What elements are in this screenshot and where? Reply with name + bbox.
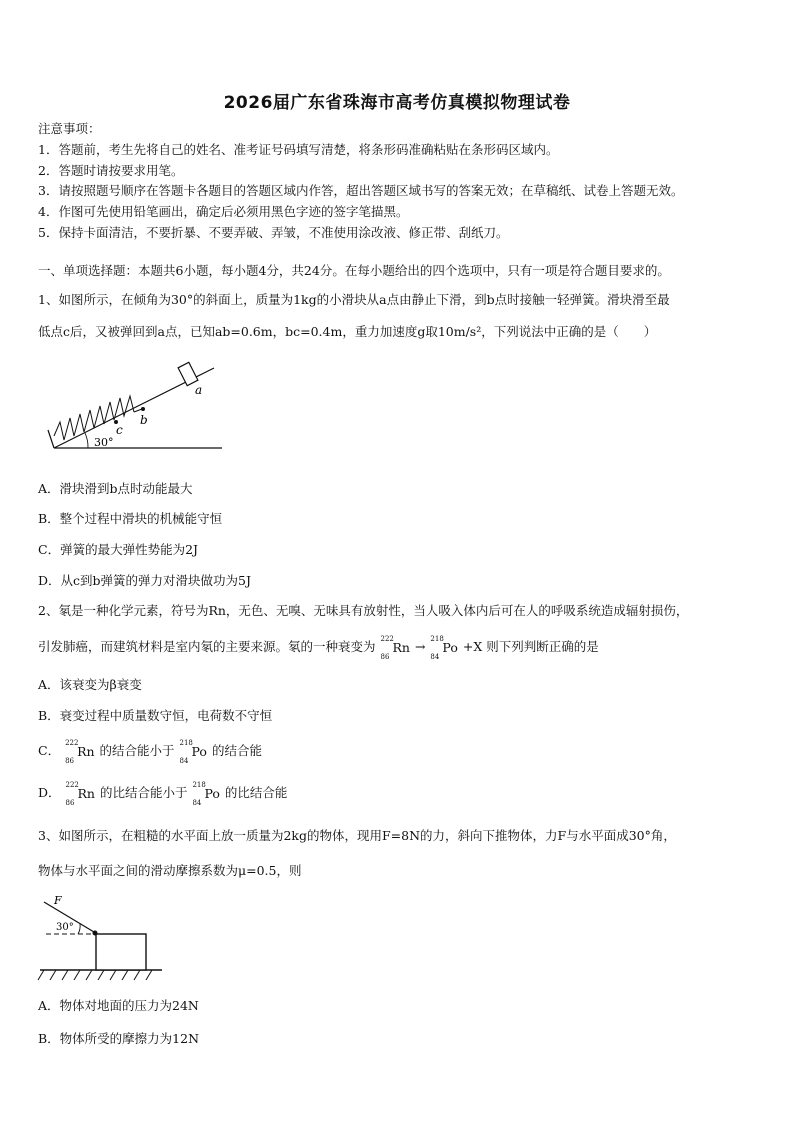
question-2-option-d: D． 222 86 Rn 的比结合能小于 218 84 Po 的比结合能 bbox=[38, 780, 288, 807]
label-c: c bbox=[116, 423, 123, 437]
label-b: b bbox=[140, 413, 148, 427]
question-1-option-c: C．弹簧的最大弹性势能为2J bbox=[38, 542, 199, 557]
q2-text-post: 则下列判断正确的是 bbox=[486, 639, 599, 654]
notice-item: 1．答题前，考生先将自己的姓名、准考证号码填写清楚，将条形码准确粘贴在条形码区域内。 bbox=[38, 142, 559, 157]
block bbox=[96, 934, 146, 970]
angle-label: 30° bbox=[56, 922, 74, 933]
notice-item: 3．请按照题号顺序在答题卡各题目的答题区域内作答，超出答题区域书写的答案无效；在草稿纸、试卷上答题无效。 bbox=[38, 183, 684, 198]
angle-arc bbox=[78, 924, 80, 934]
force-point bbox=[93, 931, 98, 936]
question-1-text-line-2: 低点c后，又被弹回到a点，已知ab=0.6m，bc=0.4m，重力加速度g取10m/s²，下列说法中正确的是（ ） bbox=[38, 324, 657, 339]
push-block-figure bbox=[36, 892, 166, 984]
decay-arrow: → bbox=[414, 639, 426, 654]
notice-item: 4．作图可先使用铅笔画出，确定后必须用黑色字迹的签字笔描黑。 bbox=[38, 204, 409, 219]
question-2-text-line-1: 2、氡是一种化学元素，符号为Rn，无色、无嗅、无味具有放射性，当人吸入体内后可在人的呼吸系统造成辐射损伤， bbox=[38, 603, 689, 618]
question-2-option-a: A．该衰变为β衰变 bbox=[38, 677, 142, 692]
question-1-text-line-1: 1、如图所示，在倾角为30°的斜面上，质量为1kg的小滑块从a点由静止下滑，到b点时接触一轻弹簧。滑块滑至最 bbox=[38, 292, 670, 307]
notice-item: 5．保持卡面清洁，不要折暴、不要弄破、弄皱，不准使用涂改液、修正带、刮纸刀。 bbox=[38, 225, 509, 240]
question-1-option-d: D．从c到b弹簧的弹力对滑块做功为5J bbox=[38, 573, 251, 588]
plus-x: +X bbox=[462, 639, 483, 654]
polonium-nuclide: 218 84 Po bbox=[430, 634, 458, 661]
radon-nuclide: 222 86 Rn bbox=[380, 634, 410, 661]
radon-nuclide: 222 86 Rn bbox=[65, 738, 95, 765]
question-3-text-line-2: 物体与水平面之间的滑动摩擦系数为μ=0.5，则 bbox=[38, 863, 302, 878]
question-3-option-b: B．物体所受的摩擦力为12N bbox=[38, 1031, 200, 1046]
q2-text-pre: 引发肺癌，而建筑材料是室内氡的主要来源。氡的一种衰变为 bbox=[38, 639, 376, 654]
radon-nuclide: 222 86 Rn bbox=[65, 780, 95, 807]
point-b-marker bbox=[141, 407, 145, 411]
label-a: a bbox=[195, 383, 203, 397]
angle-arc bbox=[85, 433, 88, 448]
section-heading: 一、单项选择题：本题共6小题，每小题4分，共24分。在每小题给出的四个选项中，只有一项是符合题目要求的。 bbox=[38, 263, 670, 278]
notice-heading: 注意事项： bbox=[38, 121, 101, 136]
polonium-nuclide: 218 84 Po bbox=[192, 780, 220, 807]
question-2-option-c: C． 222 86 Rn 的结合能小于 218 84 Po 的结合能 bbox=[38, 738, 262, 765]
question-2-text-line-2 bbox=[38, 634, 599, 661]
wall-line bbox=[48, 430, 54, 448]
question-1-option-a: A．滑块滑到b点时动能最大 bbox=[38, 481, 193, 496]
spring-end bbox=[134, 409, 142, 412]
polonium-nuclide: 218 84 Po bbox=[179, 738, 207, 765]
notice-item: 2．答题时请按要求用笔。 bbox=[38, 163, 184, 178]
ground-hatching bbox=[38, 970, 152, 980]
question-3-text-line-1: 3、如图所示，在粗糙的水平面上放一质量为2kg的物体，现用F=8N的力，斜向下推物体，力F与水平面成30°角， bbox=[38, 828, 676, 843]
page-title: 2026届广东省珠海市高考仿真模拟物理试卷 bbox=[223, 93, 571, 113]
question-3-option-a: A．物体对地面的压力为24N bbox=[38, 998, 199, 1013]
incline-spring-figure bbox=[44, 358, 224, 454]
question-2-option-b: B．衰变过程中质量数守恒，电荷数不守恒 bbox=[38, 708, 273, 723]
force-label: F bbox=[54, 894, 62, 907]
angle-label: 30° bbox=[94, 436, 114, 449]
question-1-option-b: B．整个过程中滑块的机械能守恒 bbox=[38, 511, 223, 526]
